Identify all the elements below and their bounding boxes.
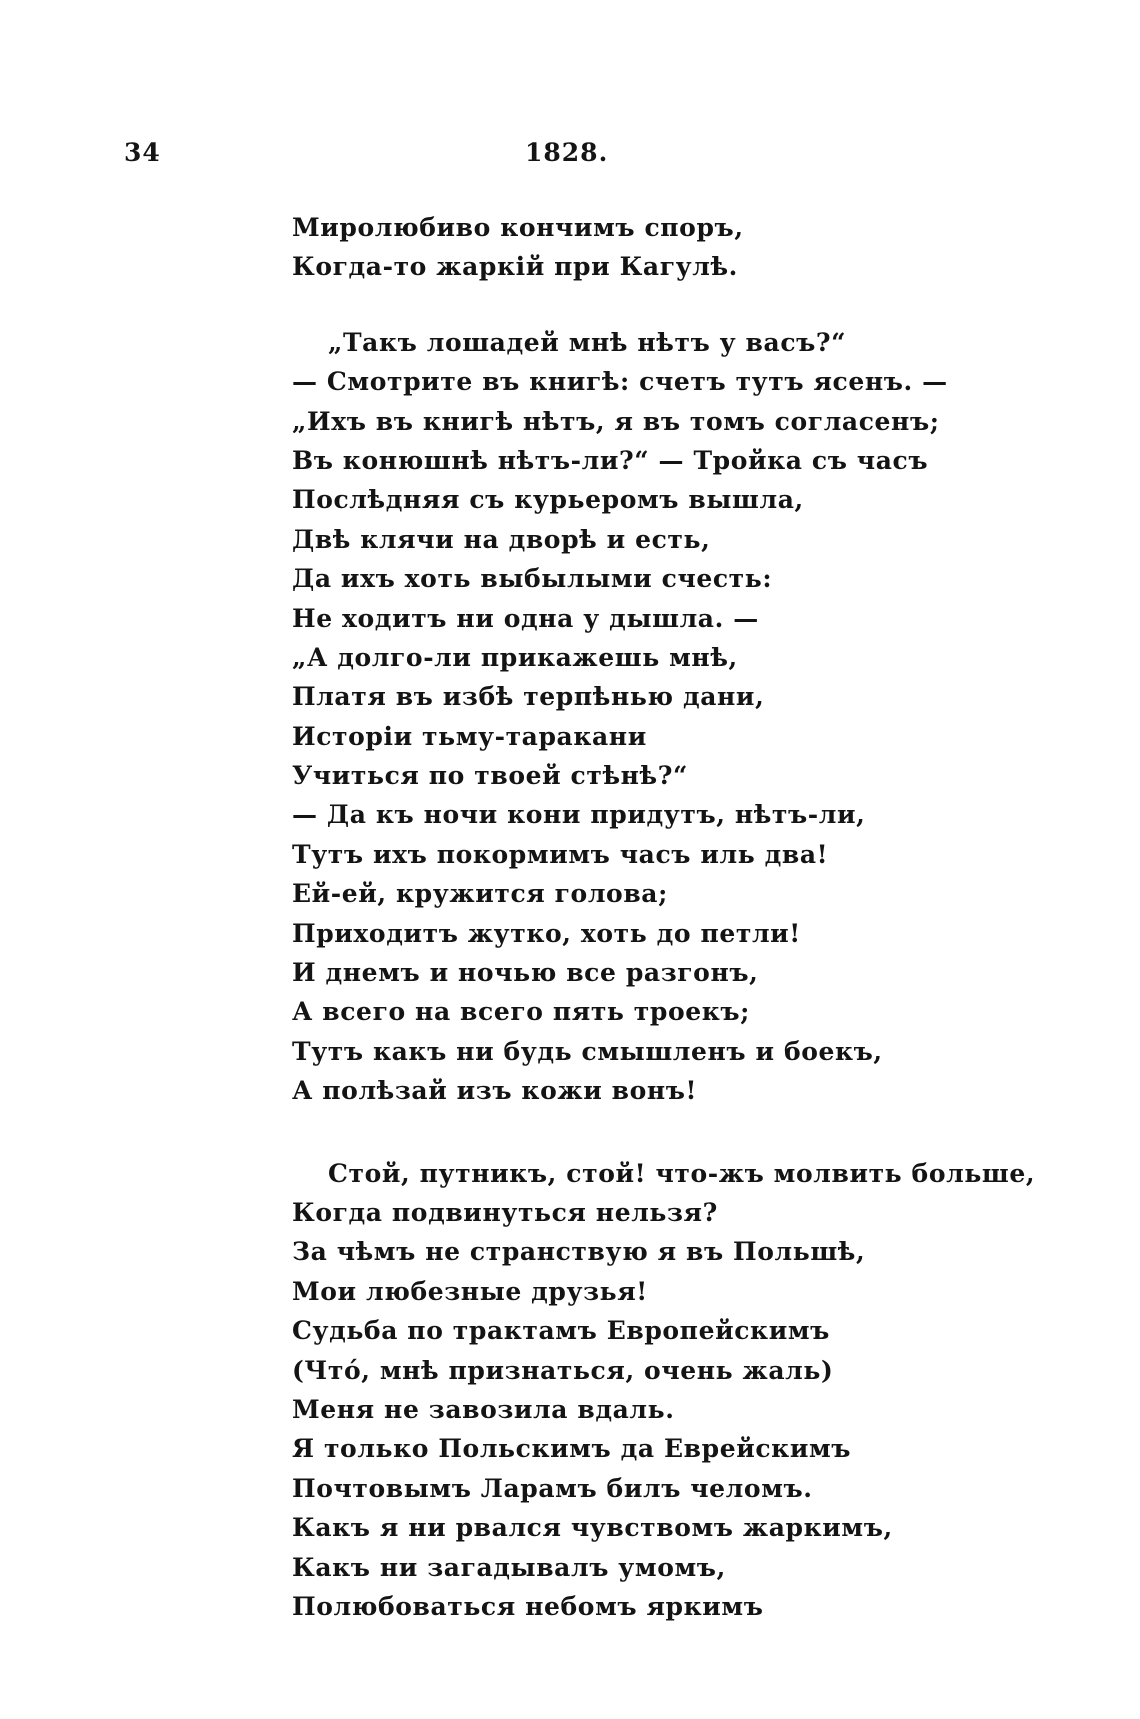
- verse-line: Когда-то жаркій при Кагулѣ.: [292, 252, 738, 282]
- verse-line: „Ихъ въ книгѣ нѣтъ, я въ томъ согласенъ;: [292, 406, 940, 436]
- running-head-year: 1828.: [525, 138, 609, 167]
- page-header: [0, 138, 1140, 178]
- verse-line: Полюбоваться небомъ яркимъ: [292, 1591, 764, 1621]
- page-number: 34: [124, 138, 161, 167]
- verse-line: „Такъ лошадей мнѣ нѣтъ у васъ?“: [328, 327, 847, 357]
- verse-line: Двѣ клячи на дворѣ и есть,: [292, 524, 711, 554]
- verse-line: Какъ я ни рвался чувствомъ жаркимъ,: [292, 1513, 893, 1543]
- verse-line: — Да къ ночи кони придутъ, нѣтъ-ли,: [292, 800, 866, 830]
- verse-line: Приходитъ жутко, хоть до петли!: [292, 918, 801, 948]
- verse-line: Я только Польскимъ да Еврейскимъ: [292, 1434, 852, 1464]
- verse-line: Почтовымъ Ларамъ билъ челомъ.: [292, 1473, 813, 1503]
- stanza-1: [292, 208, 1092, 287]
- verse-line: Въ конюшнѣ нѣтъ-ли?“ — Тройка съ часъ: [292, 445, 929, 475]
- stanza-3: [292, 1154, 1092, 1627]
- poem-text: [292, 208, 1092, 1626]
- verse-line: А полѣзай изъ кожи вонъ!: [292, 1076, 698, 1106]
- verse-line: Да ихъ хоть выбылыми счесть:: [292, 564, 773, 594]
- verse-line: „А долго-ли прикажешь мнѣ,: [292, 642, 738, 672]
- stanza-2: [292, 323, 1092, 1111]
- verse-line: Ей-ей, кружится голова;: [292, 879, 668, 909]
- verse-line: (Чтó, мнѣ признаться, очень жаль): [292, 1355, 834, 1385]
- verse-line: Учиться по твоей стѣнѣ?“: [292, 761, 688, 791]
- verse-line: — Смотрите въ книгѣ: счетъ тутъ ясенъ. —: [292, 367, 948, 397]
- verse-line: Не ходитъ ни одна у дышла. —: [292, 603, 759, 633]
- verse-line: Послѣдняя съ курьеромъ вышла,: [292, 485, 804, 515]
- verse-line: Когда подвинуться нельзя?: [292, 1197, 718, 1227]
- verse-line: Стой, путникъ, стой! что-жъ молвить больше,: [328, 1158, 1036, 1188]
- verse-line: Какъ ни загадывалъ умомъ,: [292, 1552, 726, 1582]
- verse-line: А всего на всего пять троекъ;: [292, 997, 751, 1027]
- verse-line: Платя въ избѣ терпѣнью дани,: [292, 682, 765, 712]
- verse-line: За чѣмъ не странствую я въ Польшѣ,: [292, 1237, 866, 1267]
- verse-line: Мои любезные друзья!: [292, 1276, 648, 1306]
- verse-line: И днемъ и ночью все разгонъ,: [292, 958, 759, 988]
- verse-line: Миролюбиво кончимъ споръ,: [292, 213, 744, 242]
- verse-line: Исторіи тьму-таракани: [292, 721, 647, 751]
- verse-line: Тутъ какъ ни будь смышленъ и боекъ,: [292, 1036, 883, 1066]
- verse-line: Тутъ ихъ покормимъ часъ иль два!: [292, 839, 829, 869]
- verse-line: Меня не завозила вдаль.: [292, 1394, 675, 1424]
- verse-line: Судьба по трактамъ Европейскимъ: [292, 1316, 830, 1346]
